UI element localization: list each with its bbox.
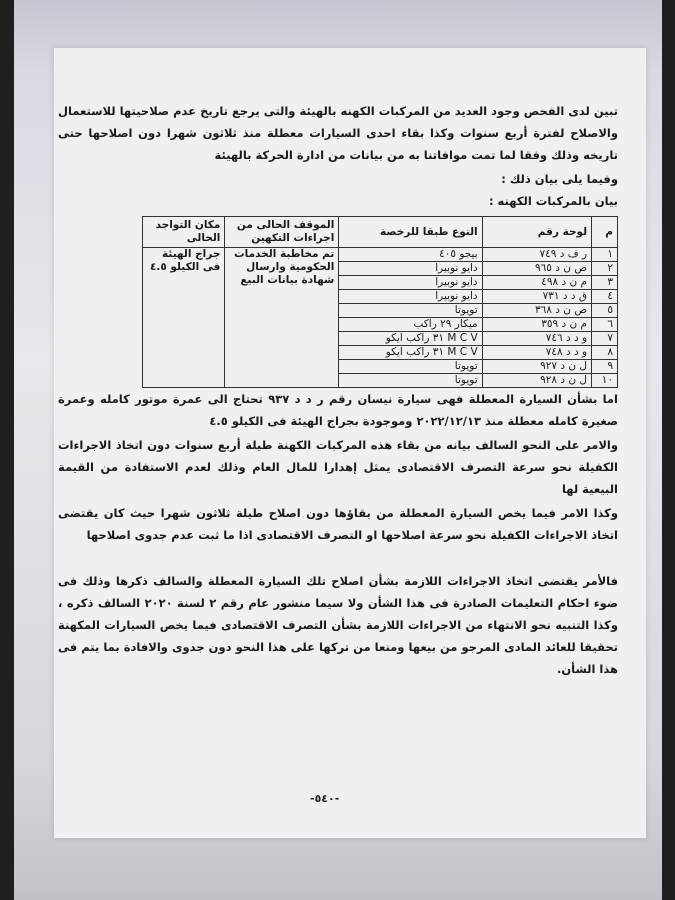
cell-location: جراج الهيئة فى الكيلو ٤.٥ bbox=[143, 248, 225, 388]
cell-plate: ص ن د ٣٦٨ bbox=[482, 304, 591, 318]
cell-type: دايو نوبيرا bbox=[339, 276, 482, 290]
cell-type: دايو نوبيرا bbox=[339, 290, 482, 304]
cell-plate: م ن د ٣٥٩ bbox=[482, 318, 591, 332]
table-row bbox=[143, 248, 618, 262]
cell-num: ٣ bbox=[592, 276, 618, 290]
document-content bbox=[58, 100, 618, 682]
para-conclusion: فالأمر يقتضى اتخاذ الاجراءات اللازمة بشأن اصلاح تلك السيارة المعطلة والسالف ذكرها وذلك فى ضوء احكام التعليمات الصادرة فى هذا الشأن ولا سيما منشور عام رقم ٢ لسنة ٢٠٢٠ السالف ذكره ، وكذا التنبيه نحو الانتهاء من الاجراءات اللازمة بشأن التصرف الاقتصادى فيما يخص السيارات المكهنة تحقيقا للعائد المادى المرجو من بيعها ومنعا من تركها على هذا النحو دون جدوى والافادة بما يتم فى هذا الشأن. bbox=[58, 574, 618, 676]
cell-plate: ص ن د ٩٦٥ bbox=[482, 262, 591, 276]
header-location: مكان التواجد الحالى bbox=[143, 217, 225, 248]
para-recommend-1: والامر على النحو السالف بيانه من بقاء هذه المركبات الكهنة طيلة أربع سنوات دون اتخاذ الاجراءات الكفيلة نحو سرعة التصرف الاقتصادى يمثل إهدارا للمال العام وذلك لعدم الاستفادة من القيمة البيعية لها bbox=[58, 438, 618, 496]
header-type: النوع طبقا للرخصة bbox=[339, 217, 482, 248]
spacer bbox=[58, 548, 618, 570]
cell-type: ميكار ٢٩ راكب bbox=[339, 318, 482, 332]
cell-type: تويوتا bbox=[339, 374, 482, 388]
cell-type: تويوتا bbox=[339, 304, 482, 318]
cell-num: ٤ bbox=[592, 290, 618, 304]
cell-status: تم مخاطبة الخدمات الحكومية وارسال شهادة بيانات البيع bbox=[225, 248, 339, 388]
cell-type: تويوتا bbox=[339, 360, 482, 374]
cell-num: ٧ bbox=[592, 332, 618, 346]
cell-num: ٨ bbox=[592, 346, 618, 360]
cell-num: ١٠ bbox=[592, 374, 618, 388]
cell-type: دايو نوبيرا bbox=[339, 262, 482, 276]
cell-plate: ق د د ٧٣١ bbox=[482, 290, 591, 304]
cell-num: ١ bbox=[592, 248, 618, 262]
cell-plate: و د د ٧٤٨ bbox=[482, 346, 591, 360]
cell-type: M C V ٣١ راكب ايكو bbox=[339, 332, 482, 346]
table-header-row bbox=[143, 217, 618, 248]
cell-plate: ل ن د ٩٢٧ bbox=[482, 360, 591, 374]
header-status: الموقف الحالى من اجراءات التكهين bbox=[225, 217, 339, 248]
cell-num: ٥ bbox=[592, 304, 618, 318]
header-plate: لوحة رقم bbox=[482, 217, 591, 248]
para-recommend-2: وكذا الامر فيما يخص السيارة المعطلة من بقاؤها دون اصلاح طيلة ثلاثون شهرا حيث كان يقتضى اتخاذ الاجراءات الكفيلة نحو سرعة اصلاحها او التصرف الاقتصادى اذا ما ثبت عدم جدوى اصلاحها bbox=[58, 506, 618, 542]
header-num: م bbox=[592, 217, 618, 248]
cell-plate: ل ن د ٩٢٨ bbox=[482, 374, 591, 388]
cell-type: M C V ٣١ راكب ايكو bbox=[339, 346, 482, 360]
vehicles-table bbox=[142, 216, 618, 388]
intro-paragraph: تبين لدى الفحص وجود العديد من المركبات الكهنه بالهيئة والتى يرجع تاريخ عدم صلاحيتها للاستعمال والاصلاح لفترة أربع سنوات وكذا بقاء احدى السيارات معطلة منذ ثلاثون شهرا دون اصلاحها حتى تاريخه وذلك وفقا لما تمت موافاتنا به من بيانات من ادارة الحركة بالهيئة bbox=[58, 104, 618, 162]
cell-type: بيجو ٤٠٥ bbox=[339, 248, 482, 262]
cell-num: ٩ bbox=[592, 360, 618, 374]
cell-plate: م ن د ٤٩٨ bbox=[482, 276, 591, 290]
cell-num: ٦ bbox=[592, 318, 618, 332]
para-after-table: اما بشأن السيارة المعطلة فهى سيارة نيسان رقم ر د د ٩٣٧ تحتاج الى عمرة موتور كامله وعمرة صغيرة كامله معطلة منذ ٢٠٢٢/١٢/١٣ وموجودة بجراج الهيئة فى الكيلو ٤.٥ bbox=[58, 392, 618, 428]
page-number: -٥٤٠- bbox=[310, 792, 340, 805]
cell-plate: و د د ٧٤٦ bbox=[482, 332, 591, 346]
cell-plate: ر ف د ٧٤٩ bbox=[482, 248, 591, 262]
table-title: بيان بالمركبات الكهنه : bbox=[488, 194, 618, 208]
cell-num: ٢ bbox=[592, 262, 618, 276]
lead-in: وفيما يلى بيان ذلك : bbox=[501, 172, 618, 186]
